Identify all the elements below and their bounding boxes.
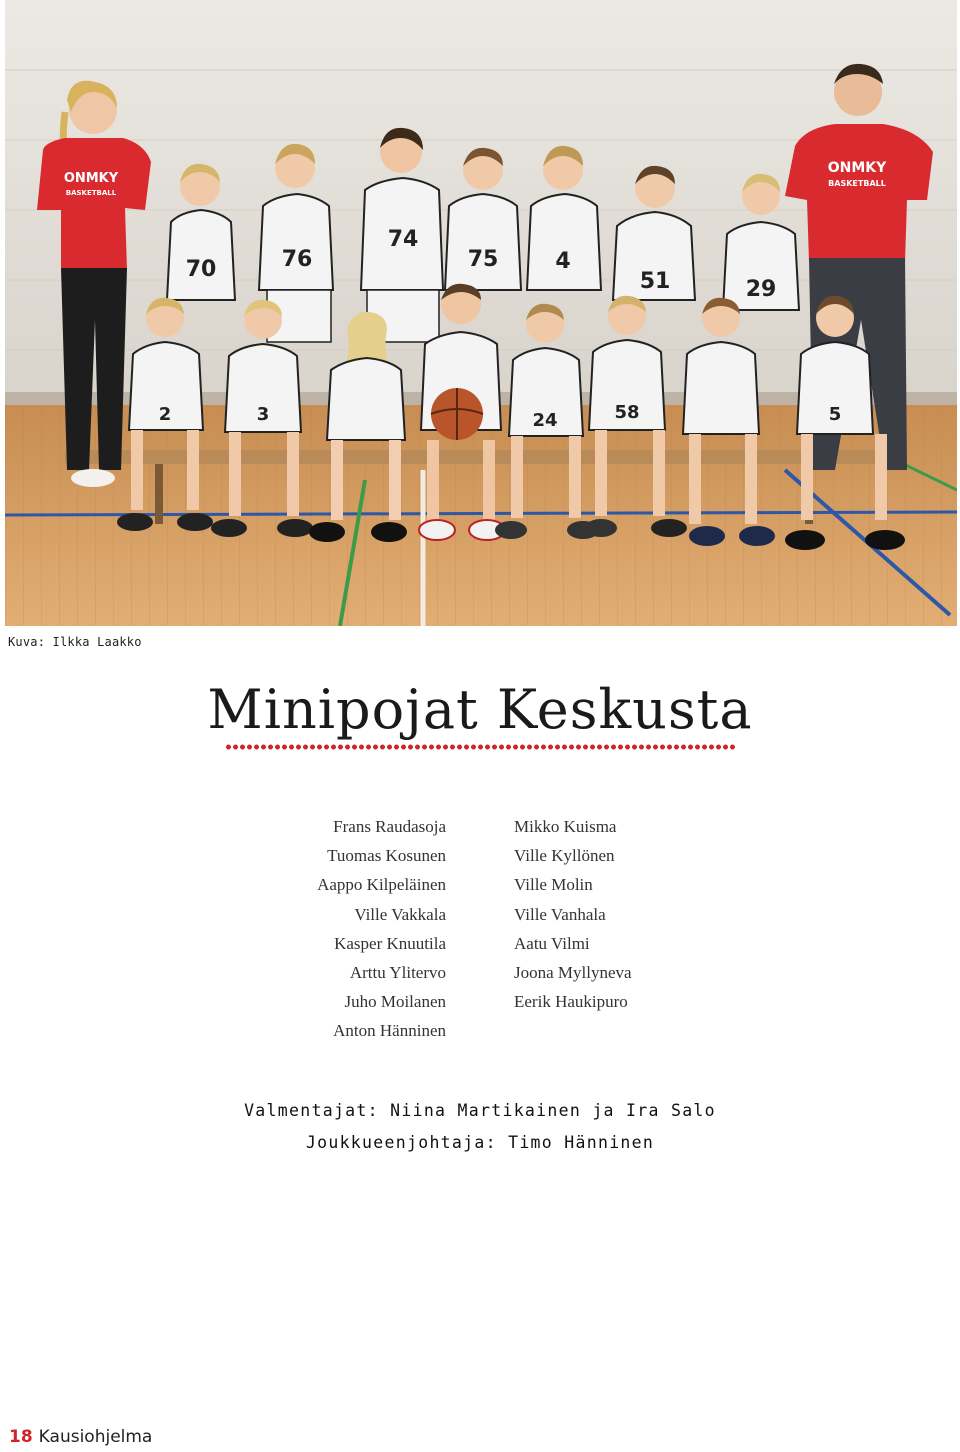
svg-text:51: 51	[639, 269, 671, 294]
svg-text:BASKETBALL: BASKETBALL	[828, 179, 886, 188]
svg-text:75: 75	[467, 247, 499, 272]
svg-text:70: 70	[185, 257, 217, 282]
svg-text:2: 2	[158, 404, 172, 425]
roster-player: Tuomas Kosunen	[327, 846, 446, 866]
roster-player: Anton Hänninen	[333, 1021, 446, 1041]
roster-right-column	[514, 815, 632, 1019]
page-title: Minipojat Keskusta	[207, 678, 753, 741]
svg-text:BASKETBALL: BASKETBALL	[65, 189, 117, 197]
svg-text:ONMKY: ONMKY	[827, 160, 887, 176]
svg-text:5: 5	[828, 404, 842, 425]
roster-player: Juho Moilanen	[344, 992, 446, 1012]
roster-player: Ville Vakkala	[354, 904, 446, 924]
roster-player: Eerik Haukipuro	[514, 992, 628, 1012]
svg-text:74: 74	[387, 227, 419, 252]
team-manager-line: Joukkueenjohtaja: Timo Hänninen	[305, 1133, 655, 1152]
svg-text:3: 3	[256, 404, 270, 425]
svg-text:29: 29	[745, 277, 777, 302]
svg-text:24: 24	[532, 410, 558, 431]
photo-caption: Kuva: Ilkka Laakko	[8, 635, 142, 649]
roster-player: Aappo Kilpeläinen	[317, 875, 446, 895]
title-dotted-underline	[225, 744, 737, 750]
page-footer	[9, 1427, 152, 1447]
roster-player: Ville Kyllönen	[514, 846, 615, 866]
roster-player: Aatu Vilmi	[514, 933, 590, 953]
team-photo-illustration	[5, 0, 957, 626]
svg-text:ONMKY: ONMKY	[63, 171, 119, 186]
roster-player: Kasper Knuutila	[334, 933, 446, 953]
roster-left-column	[317, 815, 446, 1049]
page-number: 18	[9, 1427, 33, 1447]
publication-name: Kausiohjelma	[38, 1427, 153, 1447]
svg-text:4: 4	[555, 249, 571, 274]
roster-player: Joona Myllyneva	[514, 962, 632, 982]
roster-player: Mikko Kuisma	[514, 817, 617, 836]
roster-player: Arttu Ylitervo	[349, 962, 446, 982]
roster-player: Frans Raudasoja	[333, 817, 446, 836]
svg-text:76: 76	[281, 247, 313, 272]
svg-text:58: 58	[614, 402, 640, 423]
roster-player: Ville Vanhala	[514, 904, 606, 924]
coaches-line: Valmentajat: Niina Martikainen ja Ira Salo	[244, 1101, 716, 1120]
team-photo	[5, 0, 957, 626]
roster-player: Ville Molin	[514, 875, 593, 895]
